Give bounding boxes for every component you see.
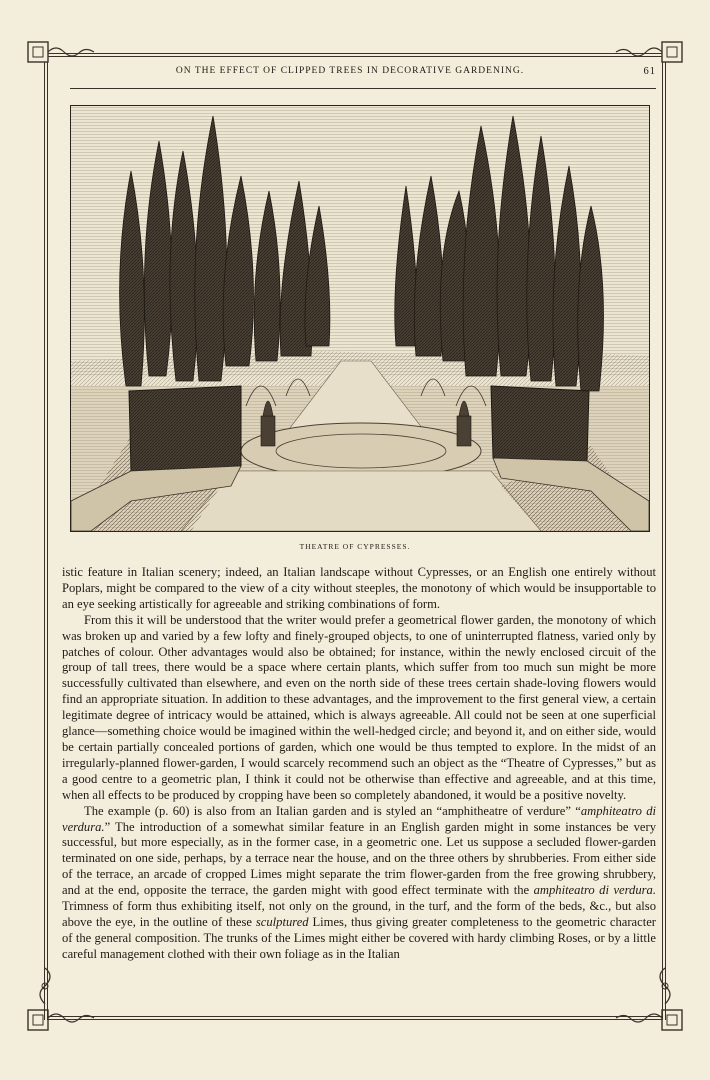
frame-top-rule — [48, 53, 662, 57]
frame-left-rule — [44, 62, 48, 1020]
running-title: ON THE EFFECT OF CLIPPED TREES IN DECORATIVE GARDENING. — [175, 66, 525, 76]
frame-bottom-rule — [48, 1016, 662, 1020]
body-text — [62, 565, 656, 963]
page-number: 61 — [643, 66, 656, 77]
engraving-drawing — [71, 106, 649, 531]
italic-phrase-1: amphiteatro di verdura. — [62, 803, 656, 834]
figure-caption: THEATRE OF CYPRESSES. — [299, 542, 411, 551]
paragraph-3-part-c: Trimness of form thus exhibiting itself, not only on the ground, in the turf, and the form of the beds, &c., but also above the eye, in the outline of these — [62, 899, 656, 929]
corner-ornament-bottom-right — [614, 1004, 684, 1032]
paragraph-3-part-b: ” The introduction of a somewhat similar feature in an English garden might in some instances be very successful, but more especially, as in the former case, in a geometric one. Let us suppose a secluded flower-garden terminated on one side, perhaps, by a terrace near the house, and on the three others by shrubberies. From either side of the terrace, an arcade of cropped Limes might separate the trim flower-garden from the free growing shrubbery, and at the end, opposite the terrace, the garden might with good effect terminate with the — [62, 819, 656, 898]
corner-ornament-top-left — [26, 40, 96, 68]
running-header — [70, 66, 660, 82]
side-ornament-left — [32, 966, 58, 1006]
italic-phrase-2: amphiteatro di verdura. — [533, 883, 656, 898]
paragraph-1: istic feature in Italian scenery; indeed, an Italian landscape without Cypresses, or an English one entirely without Poplars, might be compared to the view of a city without steeples, the monotony of which would be insupportable to an eye seeking artistically for agreeable and striking combinations of form. — [62, 565, 656, 611]
paragraph-3 — [62, 804, 656, 963]
paragraph-3-part-d: Limes, thus giving greater completeness to the geometric character of the general composition. The trunks of the Limes might either be covered with hardy climbing Roses, or by a little careful management clothed with their own foliage as in the Italian — [62, 914, 657, 961]
engraving-illustration — [70, 105, 650, 532]
corner-ornament-bottom-left — [26, 1004, 96, 1032]
header-rule — [70, 88, 656, 89]
paragraph-3-part-a: The example (p. 60) is also from an Italian garden and is styled an “amphitheatre of verdure” “ — [84, 803, 581, 818]
side-ornament-right — [652, 966, 678, 1006]
corner-ornament-top-right — [614, 40, 684, 68]
frame-right-rule — [662, 62, 666, 1020]
paragraph-2: From this it will be understood that the writer would prefer a geometrical flower garden, the monotony of which was broken up and varied by a few lofty and finely-grouped objects, to one of uninterrupted flatness, varied only by patches of colour. Other advantages would also be obtained; for instance, within the newly enclosed circuit of the group of tall trees, there would be a space where certain plants, which suffer from too much sun might be more successfully cultivated than elsewhere, and even on the north side of these trees certain shade-loving flowers would find an appropriate situation. In addition to these advantages, and the improvement to the first general view, a certain legitimate degree of intricacy would be attained, which is always agreeable. All could not be seen at one superficial glance—something choice would be imagined within the well-hedged circle; and beyond it, and on either side, would be certain partially concealed portions of garden, which one would be thus tempted to explore. In the midst of an irregularly-planned flower-garden, I would scarcely recommend such an object as the “Theatre of Cypresses,” but as a good centre to a geometric plan, I think it could not be otherwise than effective and agreeable, and at this time, when all effects to be produced by cropping have been so completely abandoned, it would be a positive novelty. — [62, 612, 656, 802]
italic-phrase-3: sculptured — [255, 914, 309, 929]
